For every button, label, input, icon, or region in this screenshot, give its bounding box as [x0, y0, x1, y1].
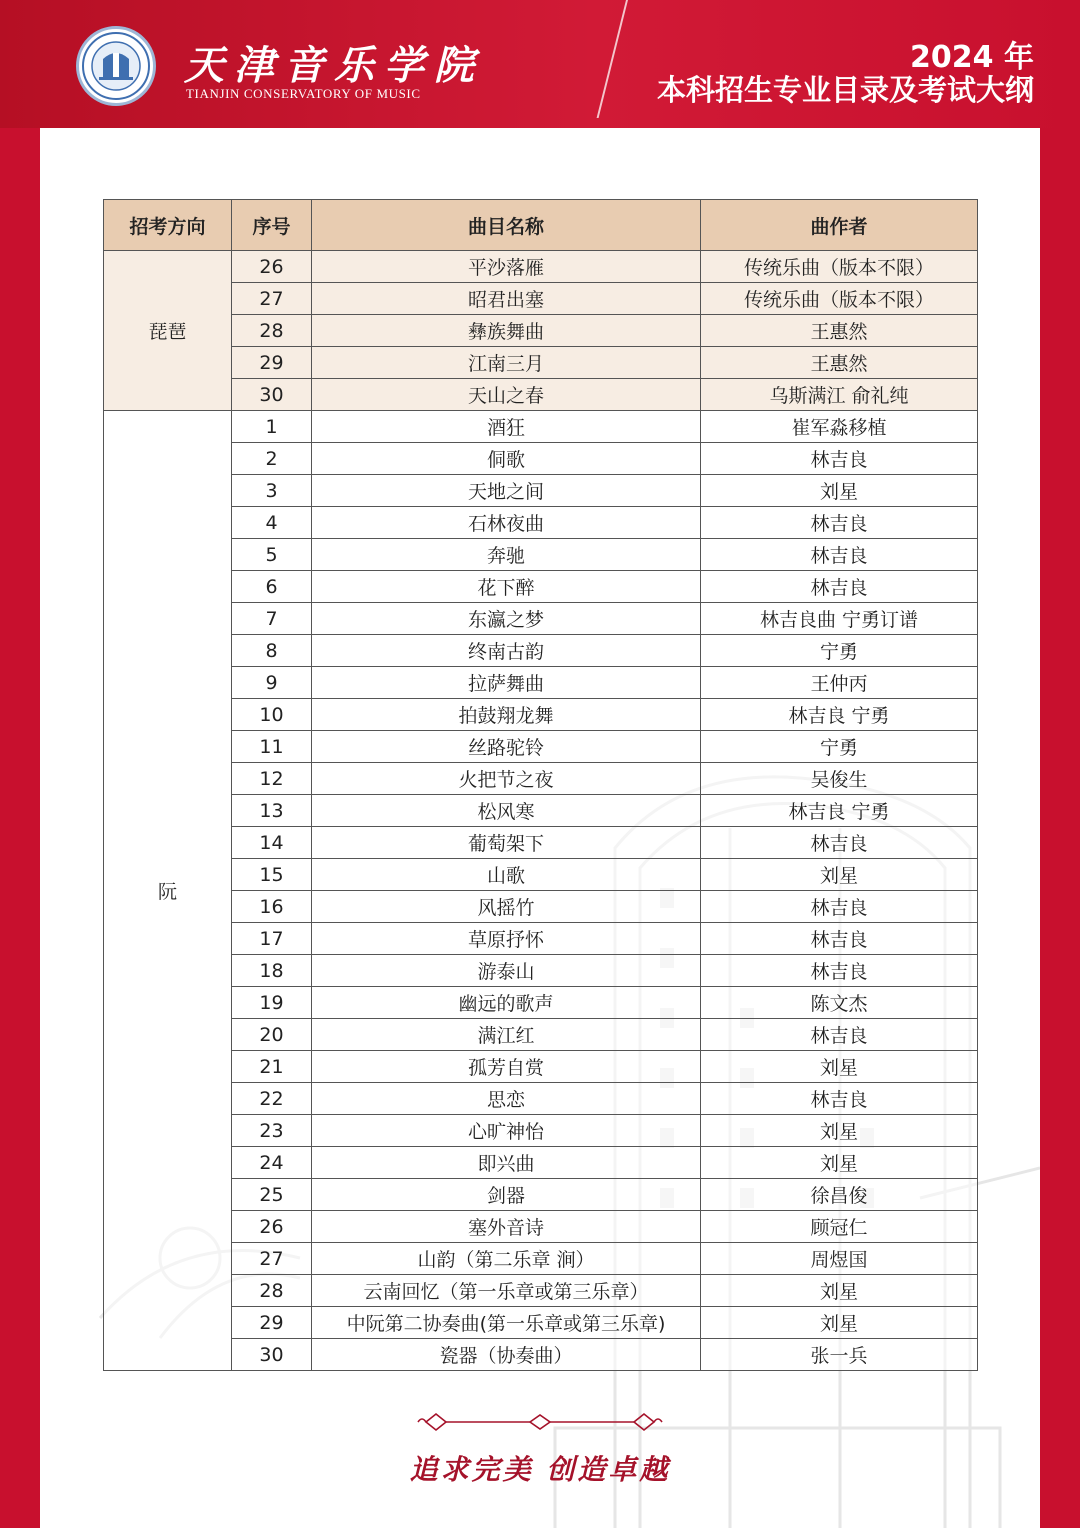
table-row: [104, 667, 978, 699]
piece-cell: 奔驰: [312, 539, 701, 571]
composer-cell: 宁勇: [701, 731, 978, 763]
table-body: [104, 251, 978, 1371]
composer-cell: 林吉良: [701, 539, 978, 571]
composer-cell: 林吉良: [701, 1083, 978, 1115]
index-cell: 28: [232, 315, 312, 347]
index-cell: 25: [232, 1179, 312, 1211]
index-cell: 1: [232, 411, 312, 443]
composer-cell: 陈文杰: [701, 987, 978, 1019]
table-row: [104, 1275, 978, 1307]
table-row: [104, 475, 978, 507]
table-row: [104, 827, 978, 859]
table-row: [104, 603, 978, 635]
page-body: [40, 128, 1040, 1528]
piece-cell: 丝路驼铃: [312, 731, 701, 763]
index-cell: 7: [232, 603, 312, 635]
table-row: [104, 1339, 978, 1371]
table-row: [104, 379, 978, 411]
table-row: [104, 347, 978, 379]
composer-cell: 刘星: [701, 475, 978, 507]
composer-cell: 宁勇: [701, 635, 978, 667]
piece-cell: 天地之间: [312, 475, 701, 507]
table-row: [104, 795, 978, 827]
index-cell: 26: [232, 251, 312, 283]
table-row: [104, 1115, 978, 1147]
piece-cell: 思恋: [312, 1083, 701, 1115]
piece-cell: 拉萨舞曲: [312, 667, 701, 699]
table-row: [104, 1051, 978, 1083]
table-row: [104, 1307, 978, 1339]
composer-cell: 刘星: [701, 1115, 978, 1147]
piece-cell: 石林夜曲: [312, 507, 701, 539]
piece-cell: 中阮第二协奏曲(第一乐章或第三乐章): [312, 1307, 701, 1339]
table-row: [104, 1019, 978, 1051]
composer-cell: 王仲丙: [701, 667, 978, 699]
table-row: [104, 411, 978, 443]
index-cell: 23: [232, 1115, 312, 1147]
index-cell: 26: [232, 1211, 312, 1243]
piece-cell: 拍鼓翔龙舞: [312, 699, 701, 731]
table-row: [104, 1083, 978, 1115]
table-row: [104, 955, 978, 987]
composer-cell: 刘星: [701, 1051, 978, 1083]
piece-cell: 葡萄架下: [312, 827, 701, 859]
table-row: [104, 891, 978, 923]
table-row: [104, 923, 978, 955]
document-title: 本科招生专业目录及考试大纲: [656, 73, 1034, 107]
header-index: 序号: [232, 200, 312, 251]
piece-cell: 风摇竹: [312, 891, 701, 923]
footer-motto: 追求完美 创造卓越: [409, 1453, 671, 1486]
index-cell: 30: [232, 379, 312, 411]
composer-cell: 刘星: [701, 1147, 978, 1179]
category-cell: 琵琶: [104, 251, 232, 411]
table-row: [104, 987, 978, 1019]
piece-cell: 平沙落雁: [312, 251, 701, 283]
table-row: [104, 859, 978, 891]
piece-cell: 侗歌: [312, 443, 701, 475]
table-row: [104, 699, 978, 731]
table-row: [104, 763, 978, 795]
index-cell: 22: [232, 1083, 312, 1115]
index-cell: 19: [232, 987, 312, 1019]
piece-cell: 孤芳自赏: [312, 1051, 701, 1083]
table-row: [104, 1243, 978, 1275]
table-row: [104, 1211, 978, 1243]
table-row: [104, 507, 978, 539]
piece-cell: 瓷器（协奏曲）: [312, 1339, 701, 1371]
table-row: [104, 539, 978, 571]
composer-cell: 传统乐曲（版本不限）: [701, 283, 978, 315]
composer-cell: 王惠然: [701, 315, 978, 347]
composer-cell: 林吉良: [701, 891, 978, 923]
piece-cell: 心旷神怡: [312, 1115, 701, 1147]
composer-cell: 传统乐曲（版本不限）: [701, 251, 978, 283]
table-row: [104, 731, 978, 763]
piece-cell: 山韵（第二乐章 涧）: [312, 1243, 701, 1275]
school-name-en: TIANJIN CONSERVATORY OF MUSIC: [186, 86, 421, 101]
table-row: [104, 283, 978, 315]
table-row: [104, 251, 978, 283]
index-cell: 5: [232, 539, 312, 571]
school-logo-icon: [76, 26, 156, 106]
piece-cell: 剑器: [312, 1179, 701, 1211]
piece-cell: 满江红: [312, 1019, 701, 1051]
composer-cell: 乌斯满江 俞礼纯: [701, 379, 978, 411]
index-cell: 27: [232, 1243, 312, 1275]
composer-cell: 林吉良曲 宁勇订谱: [701, 603, 978, 635]
index-cell: 16: [232, 891, 312, 923]
index-cell: 12: [232, 763, 312, 795]
piece-cell: 即兴曲: [312, 1147, 701, 1179]
composer-cell: 林吉良 宁勇: [701, 795, 978, 827]
index-cell: 29: [232, 1307, 312, 1339]
piece-cell: 游泰山: [312, 955, 701, 987]
index-cell: 29: [232, 347, 312, 379]
table-row: [104, 1179, 978, 1211]
composer-cell: 林吉良: [701, 507, 978, 539]
composer-cell: 刘星: [701, 1307, 978, 1339]
piece-cell: 天山之春: [312, 379, 701, 411]
composer-cell: 林吉良 宁勇: [701, 699, 978, 731]
repertoire-table: [103, 199, 978, 1371]
index-cell: 20: [232, 1019, 312, 1051]
piece-cell: 火把节之夜: [312, 763, 701, 795]
index-cell: 30: [232, 1339, 312, 1371]
piece-cell: 终南古韵: [312, 635, 701, 667]
composer-cell: 林吉良: [701, 827, 978, 859]
index-cell: 17: [232, 923, 312, 955]
composer-cell: 顾冠仁: [701, 1211, 978, 1243]
index-cell: 13: [232, 795, 312, 827]
index-cell: 8: [232, 635, 312, 667]
table-row: [104, 315, 978, 347]
piece-cell: 彝族舞曲: [312, 315, 701, 347]
composer-cell: 吴俊生: [701, 763, 978, 795]
index-cell: 3: [232, 475, 312, 507]
piece-cell: 东瀛之梦: [312, 603, 701, 635]
composer-cell: 王惠然: [701, 347, 978, 379]
piece-cell: 云南回忆（第一乐章或第三乐章）: [312, 1275, 701, 1307]
composer-cell: 刘星: [701, 859, 978, 891]
piece-cell: 酒狂: [312, 411, 701, 443]
index-cell: 9: [232, 667, 312, 699]
piece-cell: 草原抒怀: [312, 923, 701, 955]
index-cell: 6: [232, 571, 312, 603]
header-divider: [597, 0, 628, 118]
composer-cell: 徐昌俊: [701, 1179, 978, 1211]
index-cell: 4: [232, 507, 312, 539]
ornament-divider-icon: [414, 1410, 666, 1434]
piece-cell: 幽远的歌声: [312, 987, 701, 1019]
school-name-cn: 天津音乐学院: [184, 42, 484, 89]
table-row: [104, 571, 978, 603]
category-cell: 阮: [104, 411, 232, 1371]
header-category: 招考方向: [104, 200, 232, 251]
index-cell: 10: [232, 699, 312, 731]
composer-cell: 林吉良: [701, 955, 978, 987]
index-cell: 28: [232, 1275, 312, 1307]
piece-cell: 昭君出塞: [312, 283, 701, 315]
index-cell: 15: [232, 859, 312, 891]
index-cell: 21: [232, 1051, 312, 1083]
table-row: [104, 443, 978, 475]
composer-cell: 崔军淼移植: [701, 411, 978, 443]
composer-cell: 林吉良: [701, 923, 978, 955]
piece-cell: 江南三月: [312, 347, 701, 379]
piece-cell: 花下醉: [312, 571, 701, 603]
index-cell: 11: [232, 731, 312, 763]
index-cell: 2: [232, 443, 312, 475]
index-cell: 24: [232, 1147, 312, 1179]
header-piece: 曲目名称: [312, 200, 701, 251]
index-cell: 14: [232, 827, 312, 859]
header-composer: 曲作者: [701, 200, 978, 251]
table-header-row: [104, 200, 978, 251]
table-row: [104, 635, 978, 667]
composer-cell: 林吉良: [701, 571, 978, 603]
composer-cell: 周煜国: [701, 1243, 978, 1275]
index-cell: 18: [232, 955, 312, 987]
composer-cell: 刘星: [701, 1275, 978, 1307]
table-row: [104, 1147, 978, 1179]
composer-cell: 张一兵: [701, 1339, 978, 1371]
piece-cell: 松风寒: [312, 795, 701, 827]
year-label: 2024 年: [910, 40, 1034, 75]
composer-cell: 林吉良: [701, 1019, 978, 1051]
page-header: [0, 0, 1080, 128]
piece-cell: 山歌: [312, 859, 701, 891]
piece-cell: 塞外音诗: [312, 1211, 701, 1243]
composer-cell: 林吉良: [701, 443, 978, 475]
index-cell: 27: [232, 283, 312, 315]
